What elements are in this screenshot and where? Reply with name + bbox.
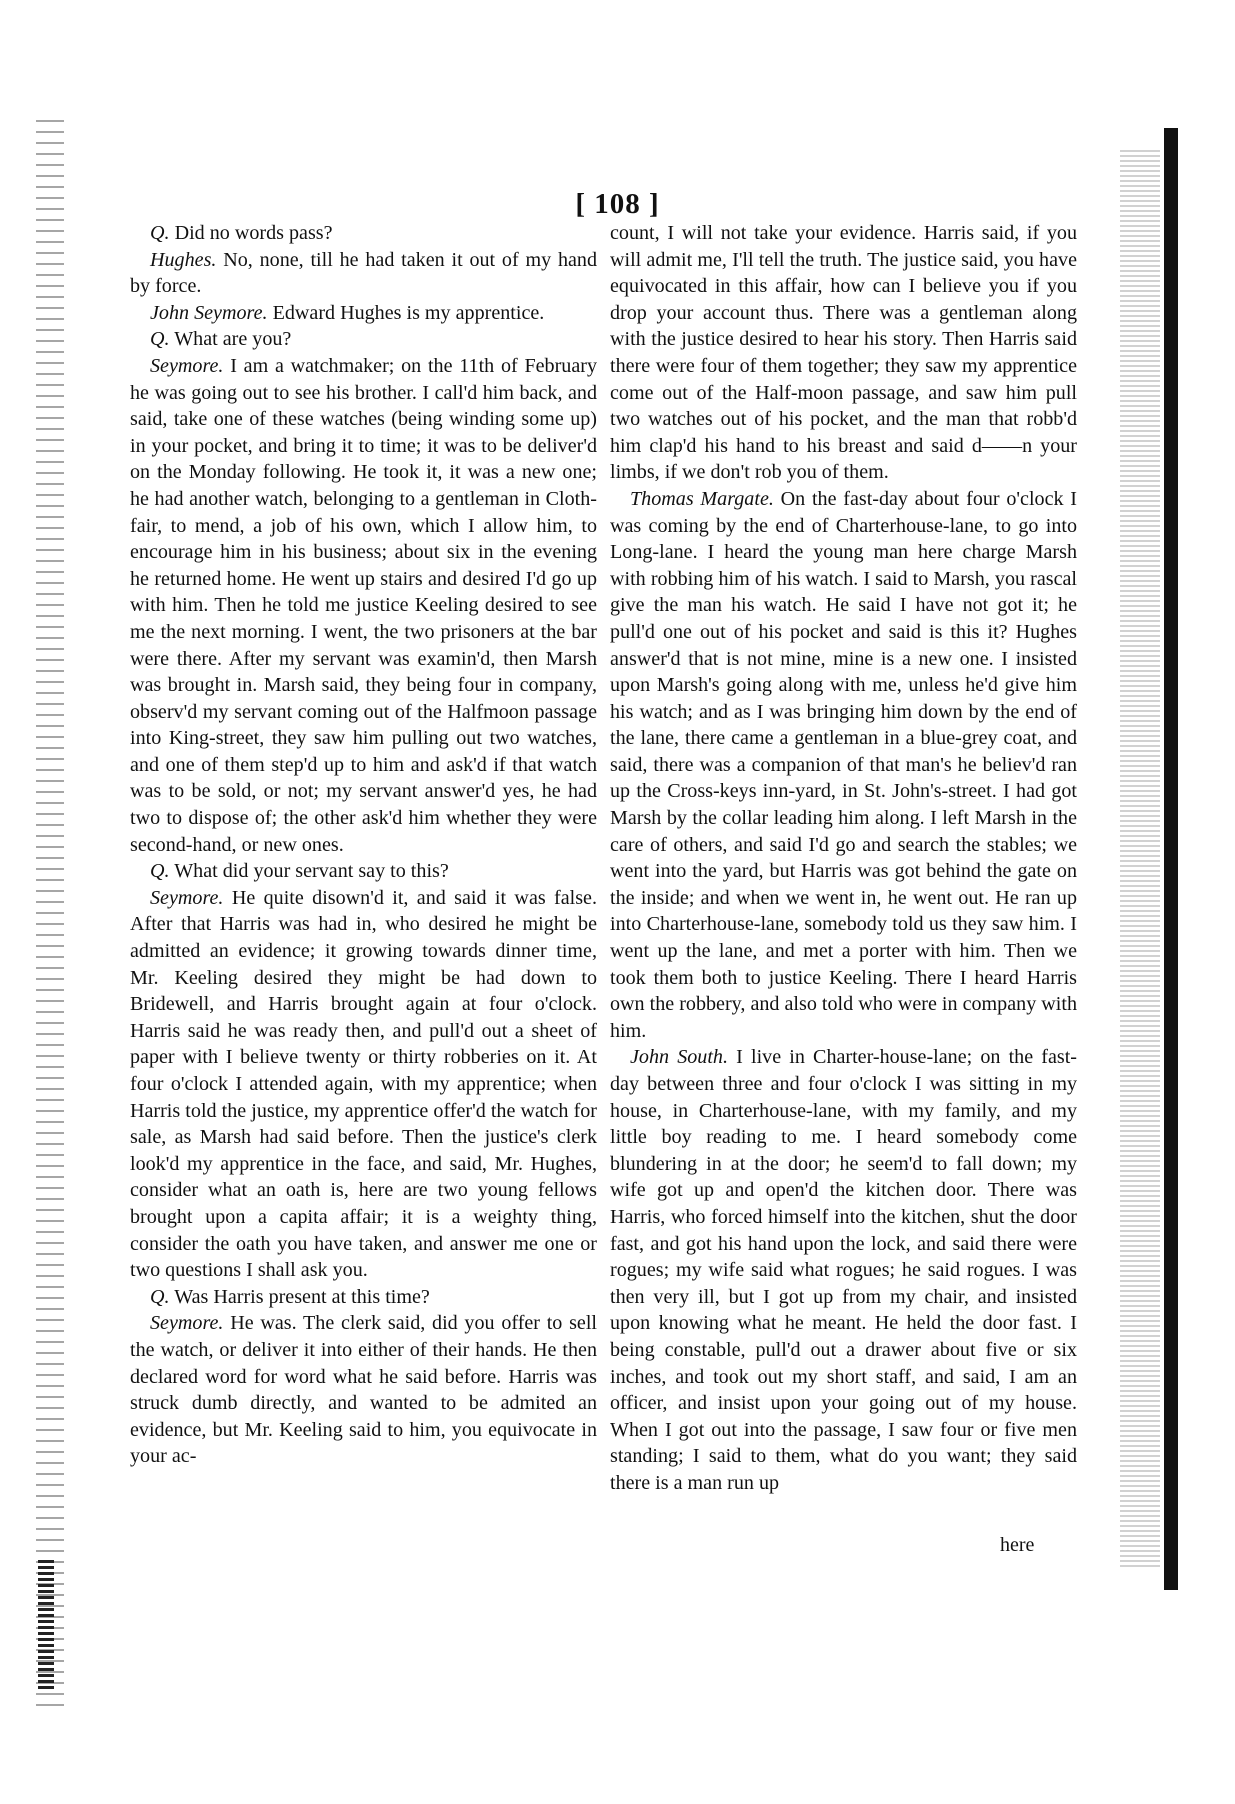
paragraph-text: Edward Hughes is my apprentice. [267,301,545,324]
paragraph-text: No, none, till he had taken it out of my hand by force. [130,248,597,298]
paragraph-text: I live in Charter-house-lane; on the fast-day between three and four o'clock I was sitting in my house, in Charterhouse-lane, with my family, and my little boy reading to me. I heard somebody come blundering in at the door; he seem'd to fall down; my wife got up and open'd the kitchen door. There was Harris, who forced himself into the kitchen, shut the door fast, and got his hand upon the lock, and said there were rogues; my wife said what rogues; he said rogues. I was then very ill, but I got up from my chair, and insisted upon knowing what he meant. He held the door fast. I being constable, pull'd out a drawer about five or six inches, and took out my short staff, and said, I am an officer, and insist upon your going out of my house. When I got out into the passage, I saw four or five men standing; I said to them, what do you want; they said there is a man run up [610,1046,1077,1494]
paragraph [610,220,1077,486]
page-number: [ 108 ] [575,188,660,220]
speaker-name: Hughes. [150,248,217,271]
paragraph [130,326,597,353]
speaker-name: Q. [150,860,170,883]
paragraph-text: On the fast-day about four o'clock I was coming by the end of Charterhouse-lane, to go into Long-lane. I heard the young man here charge Marsh with robbing him of his watch. I said to Marsh, you rascal give the man his watch. He said I have not got it; he pull'd one out of his pocket and said is this it? Hughes answer'd that is not mine, mine is a new one. I insisted upon Marsh's going along with me, unless he'd give him his watch; and as I was bringing him down by the end of the lane, there came a gentleman in a blue-grey coat, and said, there was a companion of that man's he believ'd ran up the Cross-keys inn-yard, in St. John's-street. I had got Marsh by the collar leading him along. I left Marsh in the care of others, and said I'd go and search the stables; we went into the yard, but Harris was got behind the gate on the inside; and when we went in, he went out. He ran up into Charterhouse-lane, somebody told us they saw him. I went up the lane, and met a porter with him. Then we took them both to justice Keeling. There I heard Harris own the robbery, and also told who were in company with him. [610,487,1077,1042]
paragraph [130,247,597,300]
paragraph-text: count, I will not take your evidence. Harris said, if you will admit me, I'll tell the truth. The justice said, you have equivocated in this affair, how can I believe you if you drop your account thus. There was a gentleman along with the justice desired to hear his story. Then Harris said there were four of them together; they saw my apprentice come out of the Half-moon passage, and saw him pull two watches out of his pocket, and the man that robb'd him clap'd his hand to his breast and said d——n your limbs, if we don't rob you of them. [610,222,1077,484]
paragraph [130,858,597,885]
speaker-name: Seymore. [150,1312,224,1335]
speaker-name: John Seymore. [150,301,268,324]
paragraph-text: Was Harris present at this time? [169,1285,430,1308]
paragraph [130,885,597,1284]
speaker-name: Seymore. [150,354,224,377]
speaker-name: John South. [630,1046,728,1069]
left-scan-edge-dark [38,1560,54,1690]
right-binding-shadow [1120,150,1160,1570]
paragraph-text: Did no words pass? [169,222,333,244]
paragraph [130,1310,597,1470]
speaker-name: Q. [150,328,170,351]
paragraph [130,220,597,247]
speaker-name: Thomas Margate. [630,487,774,510]
right-binding-bar [1164,128,1178,1590]
speaker-name: Q. [150,222,170,244]
left-scan-edge [36,120,64,1710]
paragraph-text: What are you? [169,328,292,351]
paragraph [130,353,597,858]
speaker-name: Q. [150,1285,170,1308]
paragraph-text: He was. The clerk said, did you offer to sell the watch, or deliver it into either of their hands. He then declared word for word what he said before. Harris was struck dumb directly, and wanted to be admited an evidence, but Mr. Keeling said to him, you equivocate in your ac- [130,1312,597,1468]
paragraph-text: What did your servant say to this? [169,860,449,883]
paragraph-text: I am a watchmaker; on the 11th of February he was going out to see his brother. I call'd him back, and said, take one of these watches (being winding some up) in your pocket, and bring it to time; it was to be deliver'd on the Monday following. He took it, it was a new one; he had another watch, belonging to a gentleman in Cloth-fair, to mend, a job of his own, which I allow him, to encourage him in his business; about six in the evening he returned home. He went up stairs and desired I'd go up with him. Then he told me justice Keeling desired to see me the next morning. I went, the two prisoners at the bar were there. After my servant was examin'd, then Marsh was brought in. Marsh said, they being four in company, observ'd my servant coming out of the Halfmoon passage into King-street, they saw him pulling out two watches, and one of them step'd up to him and ask'd if that watch was to be sold, or not; my servant answer'd yes, he had two to dispose of; the other ask'd him whether they were second-hand, or new ones. [130,354,597,856]
paragraph [610,486,1077,1044]
right-column [610,220,1077,1497]
paragraph [130,1284,597,1311]
left-column [130,220,597,1470]
paragraph [130,300,597,327]
catchword: here [1000,1534,1035,1556]
speaker-name: Seymore. [150,886,224,909]
paragraph [610,1044,1077,1496]
paragraph-text: He quite disown'd it, and said it was false. After that Harris was had in, who desired he might be admitted an evidence; it growing towards dinner time, Mr. Keeling desired they might be had down to Bridewell, and Harris brought again at four o'clock. Harris said he was ready then, and pull'd out a sheet of paper with I believe twenty or thirty robberies on it. At four o'clock I attended again, with my apprentice; when Harris told the justice, my apprentice offer'd the watch for sale, as Marsh had said before. Then the justice's clerk look'd my apprentice in the face, and said, Mr. Hughes, consider what an oath is, here are two young fellows brought upon a capita affair; it is a weighty thing, consider the oath you have taken, and answer me one or two questions I shall ask you. [130,886,597,1282]
